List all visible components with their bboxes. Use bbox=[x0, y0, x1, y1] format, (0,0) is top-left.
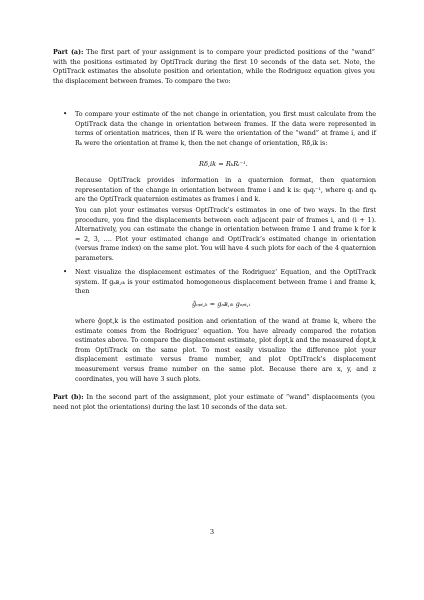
bullet2-paragraph-1: Next visualize the displacement estimates of the Rodriguez’ Equation, and the OptiTrack system. If gₐʙ,ᵢₖ is your estimated homogeneous displacement between frame i and frame k, then bbox=[75, 268, 376, 296]
bullet-marker-1: • bbox=[63, 110, 68, 118]
part-a-heading: Part (a): bbox=[53, 48, 84, 56]
part-b-text: In the second part of the assignment, plot your estimate of “wand” displacements (you need not plot the orientations) during the last 10 seconds of the data set. bbox=[53, 393, 376, 411]
part-b-heading: Part (b): bbox=[53, 393, 84, 401]
part-b-paragraph bbox=[53, 393, 375, 412]
bullet2-equation: ĝₒₚₜ,ₖ = gₐʙ,ᵢₖ gₒₚₜ,ᵢ bbox=[192, 300, 251, 308]
part-a-paragraph bbox=[53, 48, 375, 86]
bullet1-equation: Rδ,ik = RₖRᵢ⁻¹. bbox=[199, 160, 248, 168]
bullet2-paragraph-2: where ĝopt,k is the estimated position and orientation of the wand at frame k, where the estimate comes from the Rodriguez’ equation. You have already compared the rotation estimates above. To compare the displacement estimate, plot d̂opt,k and the measured d̂opt,k from OptiTrack on the same plot. To most easily visualize the difference plot your displacement estimate versus frame number, and plot OptiTrack’s displacement measurement versus frame number on the same plot. Because there are x, y, and z coordinates, you will have 3 such plots. bbox=[75, 317, 376, 383]
bullet1-paragraph-2: Because OptiTrack provides information in a quaternion format, then quaternion representation of the change in orientation between frame i and k is: qₖqᵢ⁻¹, where qᵢ and qₖ are the OptiTrack quaternion estimates as frames i and k. bbox=[75, 176, 376, 204]
bullet-marker-2: • bbox=[63, 268, 68, 276]
bullet1-paragraph-3: You can plot your estimates versus OptiTrack’s estimates in one of two ways. In the first procedure, you find the displacements between each adjacent pair of frames i, and (i + 1). Alternatively, you can estimate the change in orientation between frame 1 and frame k for k = 2, 3, …. Plot your estimated change and OptiTrack’s estimated change in orientation (versus frame index) on the same plot. You will have 4 such plots for each of the 4 quaternion parameters. bbox=[75, 206, 376, 262]
bullet1-paragraph-1: To compare your estimate of the net change in orientation, you first must calculate from the OptiTrack data the change in orientation between frames. If the data were represented in terms of orientation matrices, then if Rᵢ were the orientation of the “wand” at frame i, and if Rₖ were the orientation at frame k, then the net change of orientation, Rδ,ik is: bbox=[75, 110, 376, 147]
page-number: 3 bbox=[209, 528, 215, 536]
part-a-text: The first part of your assignment is to compare your predicted positions of the “wand” with the positions estimated by OptiTrack during the first 10 seconds of the data set. Note, the OptiTrack estimates the absolute position and orientation, while the Rodriguez equation gives you the displacement between frames. To compare the two: bbox=[53, 48, 375, 85]
